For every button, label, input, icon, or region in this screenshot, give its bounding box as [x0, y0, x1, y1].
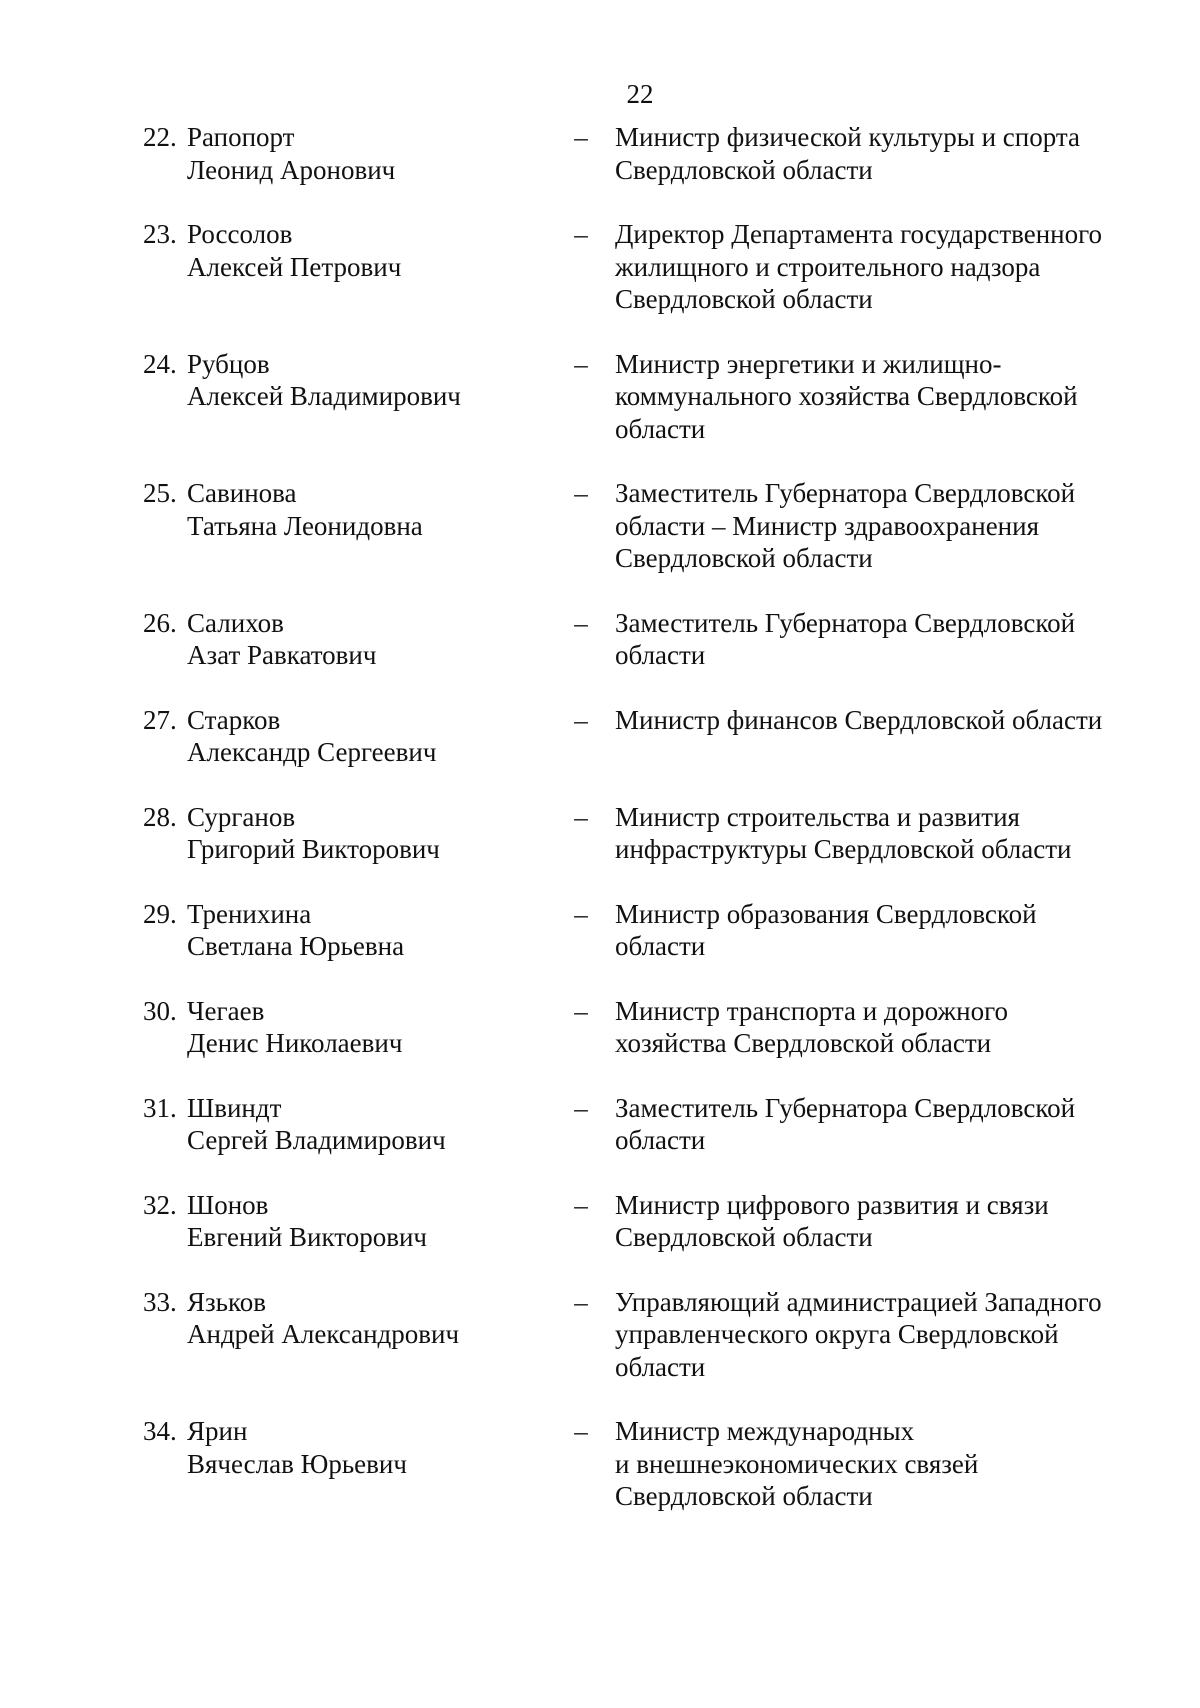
position-line: области — [615, 1351, 706, 1382]
position-line: Свердловской области — [615, 1481, 873, 1511]
position-line: Министр физической культуры и спорта — [615, 122, 1080, 152]
item-number: 25. — [143, 478, 177, 508]
position-line: Министр цифрового развития и связи — [615, 1189, 1049, 1220]
given-names: Алексей Петрович — [187, 251, 402, 282]
person-name — [187, 898, 567, 963]
list-item — [143, 801, 1143, 866]
given-names: Светлана Юрьевна — [187, 931, 405, 961]
item-number: 30. — [143, 995, 177, 1026]
item-number: 24. — [143, 348, 177, 379]
given-names: Азат Равкатович — [187, 640, 377, 670]
position-title — [615, 801, 1143, 866]
item-number: 22. — [143, 122, 177, 152]
given-names: Андрей Александрович — [187, 1319, 460, 1349]
list-item — [143, 898, 1143, 963]
list-item — [143, 995, 1143, 1060]
person-name — [187, 348, 567, 413]
position-title — [615, 995, 1143, 1060]
surname: Россолов — [187, 219, 293, 249]
item-number: 27. — [143, 704, 177, 735]
position-line: Свердловской области — [615, 284, 873, 314]
list-item — [143, 477, 1143, 575]
separator-dash: – — [574, 1416, 588, 1446]
position-line: области — [615, 413, 706, 444]
person-name — [187, 477, 567, 542]
position-line: Заместитель Губернатора Свердловской — [615, 1092, 1076, 1123]
given-names: Татьяна Леонидовна — [187, 510, 423, 541]
list-item — [143, 704, 1143, 769]
person-name — [187, 1415, 567, 1480]
person-name — [187, 801, 567, 866]
surname: Язьков — [187, 1286, 266, 1317]
list-item — [143, 1189, 1143, 1254]
surname: Рубцов — [187, 348, 270, 379]
position-title — [615, 121, 1143, 186]
position-title — [615, 1092, 1143, 1157]
item-number: 34. — [143, 1416, 177, 1446]
separator-dash: – — [574, 704, 588, 735]
position-line: Заместитель Губернатора Свердловской — [615, 478, 1076, 508]
given-names: Вячеслав Юрьевич — [187, 1448, 407, 1479]
person-name — [187, 121, 567, 186]
position-title — [615, 704, 1143, 737]
position-line: Министр образования Свердловской — [615, 898, 1037, 929]
person-name — [187, 1189, 567, 1254]
position-title — [615, 477, 1143, 575]
person-name — [187, 607, 567, 672]
position-line: Свердловской области — [615, 543, 873, 573]
person-name — [187, 995, 567, 1060]
surname: Савинова — [187, 478, 297, 508]
position-line: области — [615, 1125, 706, 1155]
surname: Сурганов — [187, 801, 296, 832]
position-line: хозяйства Свердловской области — [615, 1028, 992, 1058]
separator-dash: – — [574, 348, 588, 379]
separator-dash: – — [574, 219, 588, 249]
surname: Шонов — [187, 1189, 269, 1220]
given-names: Сергей Владимирович — [187, 1125, 446, 1155]
position-line: Министр транспорта и дорожного — [615, 995, 1008, 1026]
list-item — [143, 348, 1143, 446]
member-list — [143, 121, 1143, 1545]
position-title — [615, 1415, 1143, 1513]
given-names: Денис Николаевич — [187, 1028, 403, 1058]
position-line: области – Министр здравоохранения — [615, 510, 1039, 541]
position-line: инфраструктуры Свердловской области — [615, 834, 1072, 864]
surname: Ярин — [187, 1416, 248, 1446]
position-line: области — [615, 640, 706, 670]
surname: Швиндт — [187, 1092, 282, 1123]
separator-dash: – — [574, 1189, 588, 1220]
item-number: 33. — [143, 1286, 177, 1317]
list-item — [143, 218, 1143, 316]
position-line: Свердловской области — [615, 154, 873, 185]
position-line: области — [615, 931, 706, 961]
separator-dash: – — [574, 898, 588, 929]
separator-dash: – — [574, 607, 588, 638]
surname: Чегаев — [187, 995, 265, 1026]
person-name — [187, 218, 567, 283]
list-item — [143, 1286, 1143, 1384]
position-line: и внешнеэкономических связей — [615, 1448, 979, 1479]
separator-dash: – — [574, 801, 588, 832]
list-item — [143, 1415, 1143, 1513]
position-line: Министр энергетики и жилищно- — [615, 348, 1002, 379]
position-line: Министр строительства и развития — [615, 801, 1020, 832]
given-names: Григорий Викторович — [187, 834, 440, 864]
position-line: Свердловской области — [615, 1222, 873, 1252]
position-line: Заместитель Губернатора Свердловской — [615, 607, 1076, 638]
separator-dash: – — [574, 1092, 588, 1123]
surname: Салихов — [187, 607, 284, 638]
position-line: Директор Департамента государственного — [615, 219, 1102, 249]
position-title — [615, 218, 1143, 316]
separator-dash: – — [574, 122, 588, 152]
position-title — [615, 607, 1143, 672]
item-number: 28. — [143, 801, 177, 832]
position-line: жилищного и строительного надзора — [615, 251, 1041, 282]
list-item — [143, 1092, 1143, 1157]
given-names: Алексей Владимирович — [187, 381, 461, 411]
surname: Тренихина — [187, 898, 312, 929]
surname: Рапопорт — [187, 122, 295, 152]
given-names: Евгений Викторович — [187, 1222, 427, 1252]
position-line: коммунального хозяйства Свердловской — [615, 381, 1078, 411]
position-title — [615, 1286, 1143, 1384]
page-number: 22 — [626, 79, 654, 109]
person-name — [187, 704, 567, 769]
surname: Старков — [187, 704, 281, 735]
item-number: 32. — [143, 1189, 177, 1220]
item-number: 26. — [143, 607, 177, 638]
position-line: Министр финансов Свердловской области — [615, 704, 1103, 735]
position-title — [615, 348, 1143, 446]
position-line: Министр международных — [615, 1416, 915, 1446]
position-line: Управляющий администрацией Западного — [615, 1286, 1102, 1317]
item-number: 29. — [143, 898, 177, 929]
given-names: Леонид Аронович — [187, 154, 396, 185]
item-number: 31. — [143, 1092, 177, 1123]
position-line: управленческого округа Свердловской — [615, 1319, 1059, 1349]
separator-dash: – — [574, 995, 588, 1026]
list-item — [143, 121, 1143, 186]
item-number: 23. — [143, 219, 177, 249]
position-title — [615, 1189, 1143, 1254]
given-names: Александр Сергеевич — [187, 737, 437, 767]
separator-dash: – — [574, 478, 588, 508]
person-name — [187, 1286, 567, 1351]
position-title — [615, 898, 1143, 963]
separator-dash: – — [574, 1286, 588, 1317]
list-item — [143, 607, 1143, 672]
person-name — [187, 1092, 567, 1157]
